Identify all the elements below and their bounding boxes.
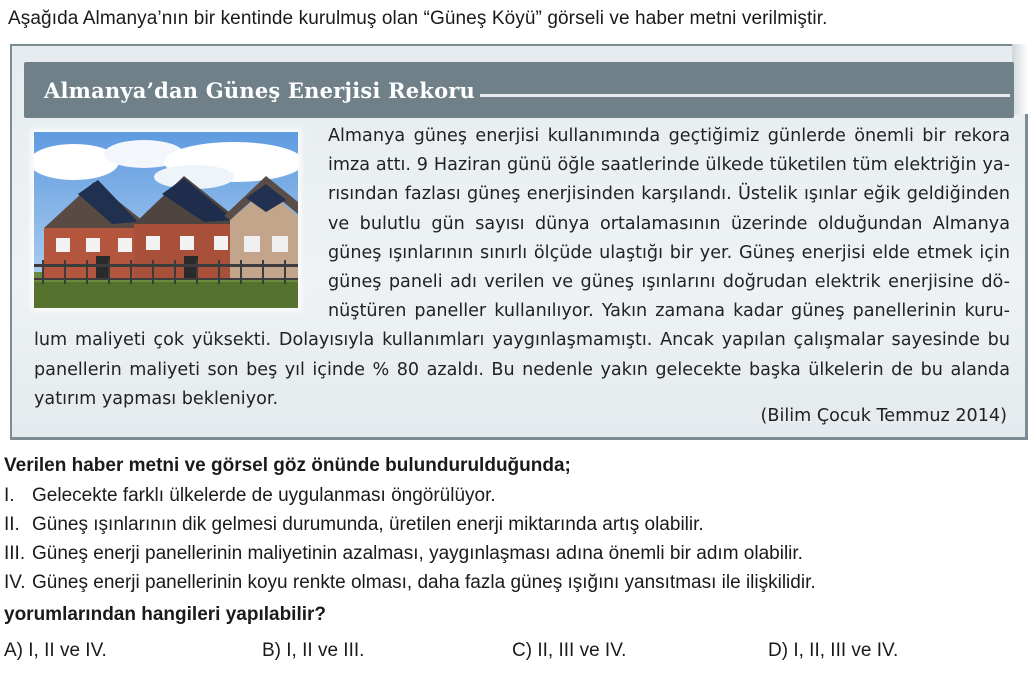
statement-item: [4, 572, 816, 594]
option-label: D): [768, 640, 789, 661]
question-ask: yorumlarından hangileri yapılabilir?: [4, 604, 327, 625]
article-source: (Bilim Çocuk Temmuz 2014): [760, 406, 1007, 426]
article-line: imza attı. 9 Haziran günü öğle saatlerinde ülkede tüketilen tüm elektriğin ya-: [328, 155, 1010, 176]
intro-text: Aşağıda Almanya’nın bir kentinde kurulmuş olan “Güneş Köyü” görseli ve haber metni verilmiştir.: [8, 8, 828, 29]
statement-text: Güneş enerji panellerinin maliyetinin azalması, yaygınlaşması adına önemli bir adım olabilir.: [32, 543, 803, 564]
news-card: [10, 44, 1028, 440]
card-header: [24, 62, 1014, 118]
statement-number: IV.: [4, 572, 26, 593]
article-body: [34, 122, 1010, 414]
article-line: Almanya güneş enerjisi kullanımında geçtiğimiz günlerde önemli bir rekora: [328, 126, 1010, 146]
statement-text: Güneş ışınlarının dik gelmesi durumunda, üretilen enerji miktarında artış olabilir.: [32, 514, 704, 535]
article-line: yatırım yapması bekleniyor.: [34, 388, 279, 409]
statement-text: Gelecekte farklı ülkelerde de uygulanması öngörülüyor.: [32, 485, 496, 506]
question-stem: Verilen haber metni ve görsel göz önünde bulundurulduğunda;: [4, 455, 571, 476]
statement-item: [4, 514, 704, 536]
article-line: panellerin maliyeti son beş yıl içinde % 80 azaldı. Bu nedenle yakın gelecekte başka ülkelerin de bu alanda: [34, 359, 1010, 380]
statement-text: Güneş enerji panellerinin koyu renkte olması, daha fazla güneş ışığını yansıtması ile ilişkilidir.: [32, 572, 816, 593]
statement-item: [4, 543, 803, 565]
statement-number: II.: [4, 514, 20, 535]
option-text: I, II ve III.: [286, 640, 365, 661]
statement-number: I.: [4, 485, 15, 506]
option-text: I, II, III ve IV.: [793, 640, 899, 661]
option-b[interactable]: [262, 640, 364, 662]
statement-item: [4, 485, 496, 507]
option-label: B): [262, 640, 281, 661]
article-line: ve bulutlu gün sayısı dünya ortalamasının üzerinde olduğundan Almanya: [328, 213, 1010, 234]
article-line: güneş ışınlarının sınırlı ölçüde ulaştığı bir yer. Güneş enerjisi elde etmek için: [328, 242, 1010, 263]
card-title: Almanya’dan Güneş Enerjisi Rekoru: [44, 78, 476, 103]
article-line: lum maliyeti çok yüksekti. Dolayısıyla kullanımları yaygınlaşmamıştı. Ancak yapılan çalışmalar sayesinde bu: [34, 330, 1010, 351]
option-label: C): [512, 640, 533, 661]
page-curl: [1012, 44, 1028, 114]
option-c[interactable]: [512, 640, 626, 662]
option-d[interactable]: [768, 640, 898, 662]
article-line: nüştüren paneller kullanılıyor. Yakın zamana kadar güneş panellerinin kuru-: [328, 301, 1010, 322]
header-rule: [480, 94, 1010, 97]
article-line: rısından fazlası güneş enerjisinden karşılandı. Üstelik ışınlar eğik geldiğinden: [328, 184, 1010, 205]
statement-number: III.: [4, 543, 26, 564]
option-a[interactable]: [4, 640, 107, 662]
article-line: güneş paneli adı verilen ve güneş ışınlarını doğrudan elektrik enerjisine dö-: [328, 272, 1010, 293]
option-text: I, II ve IV.: [28, 640, 107, 661]
option-label: A): [4, 640, 23, 661]
option-text: II, III ve IV.: [537, 640, 627, 661]
